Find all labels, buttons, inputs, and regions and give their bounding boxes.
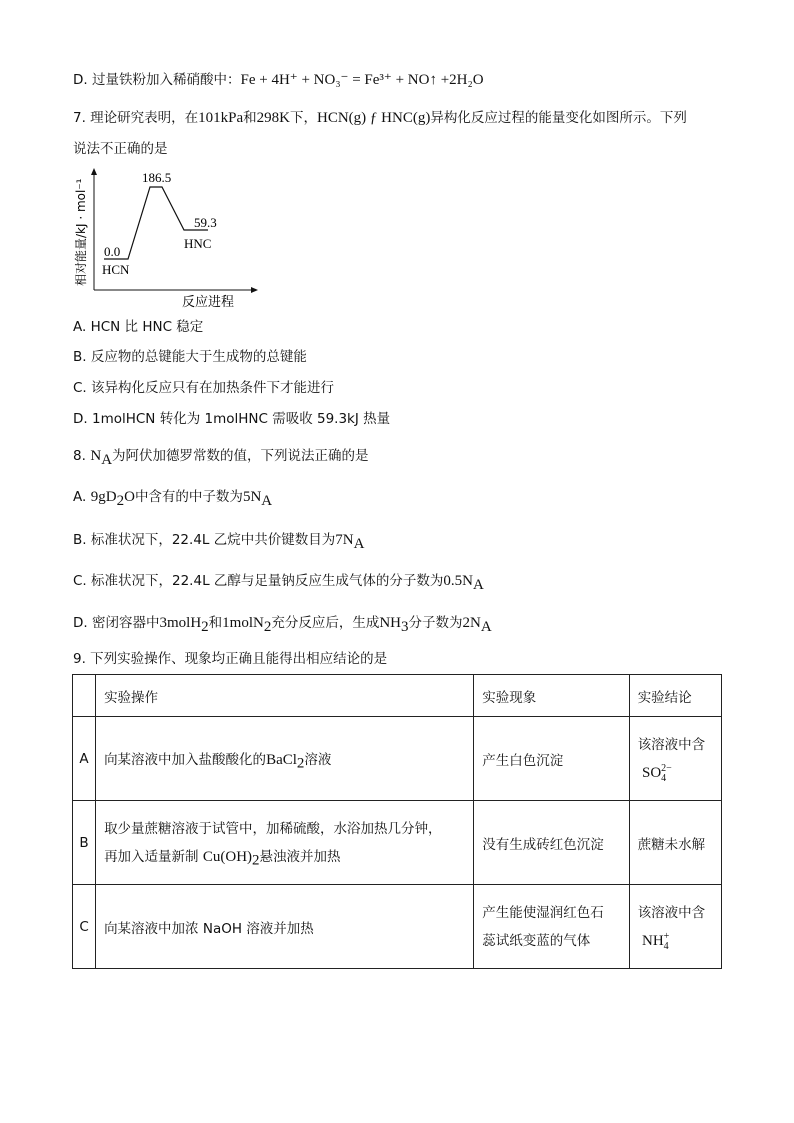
q8-a-formula-o: O — [124, 489, 135, 505]
peak-label: 186.5 — [142, 170, 172, 185]
table-row — [73, 801, 722, 885]
q6-option-d-equation: Fe + 4H⁺ + NO₃⁻ = Fe³⁺ + NO↑ +2H₂O — [240, 72, 484, 88]
q8-c-text: C. 标准状况下，22.4L 乙醇与足量钠反应生成气体的分子数为 — [73, 573, 444, 589]
row-operation-text: 悬浊液并加热 — [259, 848, 341, 865]
row-operation: 向某溶液中加浓 NaOH 溶液并加热 — [96, 885, 474, 969]
q8-d-nh3: NH — [379, 615, 401, 631]
q7-stem-part: 下， — [290, 110, 318, 126]
q8-a-value: 5N — [242, 489, 262, 505]
q8-a-text: 中含有的中子数为 — [134, 489, 243, 505]
q7-option-c: C. 该异构化反应只有在加热条件下才能进行 — [73, 380, 335, 396]
q8-na-sub: A — [101, 451, 113, 468]
row-operation-text: 溶液 — [304, 752, 332, 768]
q8-c-value: 0.5N — [443, 573, 473, 589]
energy-diagram — [70, 168, 260, 310]
row-key: C — [73, 885, 96, 969]
row-conclusion — [629, 717, 721, 801]
row-conclusion — [629, 885, 721, 969]
row-conclusion-ion-sub: 4 — [663, 940, 669, 952]
q8-d-n2: 1molN — [222, 615, 264, 631]
q7-stem-part: 7. 理论研究表明，在 — [73, 110, 199, 126]
y-axis-arrow-icon — [91, 168, 97, 175]
row-key: A — [73, 717, 96, 801]
row-conclusion-ion-charge: + — [663, 930, 670, 942]
x-axis-label: 反应进程 — [182, 295, 235, 310]
row-operation-sub: 2 — [252, 852, 260, 869]
q8-b-value: 7N — [335, 532, 354, 548]
row-conclusion: 蔗糖未水解 — [629, 801, 721, 885]
q7-temperature: 298K — [256, 110, 291, 126]
row-operation — [96, 801, 474, 885]
y-axis-label: 相对能量/kJ · mol⁻¹ — [74, 178, 88, 286]
q8-number: 8. — [73, 448, 86, 464]
q8-b-text: B. 标准状况下，22.4L 乙烷中共价键数目为 — [73, 532, 336, 548]
product-value-label: 59.3 — [194, 215, 217, 230]
q8-d-text3: 分子数为 — [408, 615, 463, 631]
row-conclusion-ion: SO — [641, 764, 662, 781]
q7-option-d: D. 1molHCN 转化为 1molHNC 需吸收 59.3kJ 热量 — [73, 411, 391, 427]
experiment-table — [72, 674, 722, 969]
row-phenomenon: 没有生成砖红色沉淀 — [474, 801, 629, 885]
reactant-value-label: 0.0 — [104, 244, 121, 259]
reactant-name-label: HCN — [102, 262, 130, 277]
header-phenomenon: 实验现象 — [474, 675, 629, 717]
row-operation — [96, 717, 474, 801]
q8-a-value-sub: A — [261, 492, 273, 509]
row-conclusion-ion-sub: 4 — [661, 772, 667, 784]
row-key: B — [73, 801, 96, 885]
q7-stem-part: 说法不正确的是 — [73, 141, 168, 157]
row-conclusion-ion-charge: 2− — [661, 762, 672, 774]
q8-d-value: 2N — [462, 615, 481, 631]
q7-stem-part: 异构化反应过程的能量变化如图所示。下列 — [430, 110, 687, 126]
table-header-row — [73, 675, 722, 717]
q7-stem-line1 — [73, 108, 687, 128]
q7-option-a: A. HCN 比 HNC 稳定 — [73, 319, 204, 335]
q8-d-and: 和 — [208, 615, 223, 631]
q8-option-d — [73, 613, 492, 633]
q9-stem: 9. 下列实验操作、现象均正确且能得出相应结论的是 — [73, 651, 388, 667]
row-operation-text: 向某溶液中加入盐酸酸化的 — [104, 752, 267, 768]
table-row — [73, 885, 722, 969]
row-operation-line1: 取少量蔗糖溶液于试管中，加稀硫酸，水浴加热几分钟， — [104, 820, 442, 837]
q7-option-b: B. 反应物的总键能大于生成物的总键能 — [73, 349, 307, 365]
x-axis-arrow-icon — [251, 287, 258, 293]
row-operation-formula: Cu(OH) — [202, 848, 253, 865]
q7-stem-line2 — [73, 139, 168, 159]
row-operation-formula: BaCl — [266, 752, 297, 768]
q8-d-value-sub: A — [480, 618, 492, 635]
q7-stem-part: 和 — [243, 110, 257, 126]
q8-d-text: D. 密闭容器中 — [73, 615, 160, 631]
row-phenomenon-line1: 产生能使湿润红色石 — [482, 904, 604, 921]
q6-option-d-text: D. 过量铁粉加入稀硝酸中： — [73, 72, 241, 88]
row-conclusion-text: 该溶液中含 — [637, 904, 706, 921]
row-phenomenon: 产生白色沉淀 — [474, 717, 629, 801]
q8-d-nh3-sub: 3 — [401, 618, 409, 635]
header-operation: 实验操作 — [96, 675, 474, 717]
row-operation-sub: 2 — [296, 755, 305, 772]
row-conclusion-text: 该溶液中含 — [637, 736, 706, 753]
q8-d-h2-sub: 2 — [201, 618, 209, 635]
q7-pressure: 101kPa — [198, 110, 244, 126]
q8-stem-text: 为阿伏加德罗常数的值，下列说法正确的是 — [112, 448, 369, 464]
q8-option-a — [73, 487, 272, 507]
row-phenomenon-line2: 蕊试纸变蓝的气体 — [482, 932, 591, 949]
table-row — [73, 717, 722, 801]
q8-na: N — [90, 448, 102, 464]
product-name-label: HNC — [184, 236, 212, 251]
q8-d-n2-sub: 2 — [263, 618, 272, 635]
row-phenomenon — [474, 885, 629, 969]
header-conclusion: 实验结论 — [629, 675, 721, 717]
row-conclusion-ion: NH — [641, 932, 664, 949]
q6-option-d — [73, 70, 484, 90]
q8-option-b — [73, 530, 364, 550]
q7-reaction: HCN(g) ƒ HNC(g) — [317, 110, 431, 126]
energy-diagram-svg — [70, 168, 260, 310]
q8-a-label: A. — [73, 489, 87, 505]
q8-option-c — [73, 571, 484, 591]
row-operation-text: 再加入适量新制 — [104, 848, 199, 865]
q8-a-sub: 2 — [116, 492, 125, 509]
header-key-cell — [73, 675, 96, 717]
q8-d-h2: 3molH — [159, 615, 202, 631]
q8-b-value-sub: A — [353, 535, 365, 552]
q8-d-text2: 充分反应后，生成 — [271, 615, 380, 631]
q8-c-value-sub: A — [472, 576, 484, 593]
q8-a-formula: 9gD — [90, 489, 117, 505]
q8-stem — [73, 446, 369, 466]
